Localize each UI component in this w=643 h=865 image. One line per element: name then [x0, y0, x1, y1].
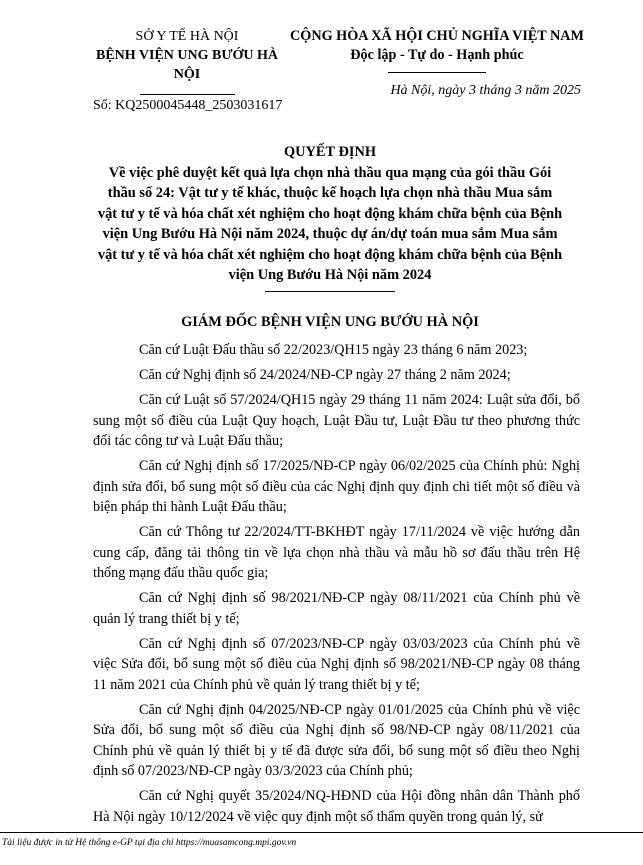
legal-basis-paragraph: Căn cứ Nghị định 04/2025/NĐ-CP ngày 01/01/2025 của Chính phủ về việc Sửa đổi, bổ sung một số điều của Nghị định số 98/NĐ-CP ngày 08/11/2021 của Chính phủ về quản lý thiết bị y tế đã được sửa đổi, bổ sung một số điều theo Nghị định số 07/2023/NĐ-CP ngày 03/3/2023 của Chính phủ; [93, 701, 580, 779]
issuing-agency-block [82, 27, 292, 95]
legal-basis-paragraph: Căn cứ Luật số 57/2024/QH15 ngày 29 tháng 11 năm 2024: Luật sửa đổi, bổ sung một số điều của Luật Quy hoạch, Luật Đầu tư, Luật Đầu tư theo phương thức đối tác công tư và Luật Đấu thầu; [93, 392, 580, 449]
legal-basis-paragraph: Căn cứ Nghị định số 24/2024/NĐ-CP ngày 27 tháng 2 năm 2024; [139, 367, 511, 383]
agency-underline [140, 94, 235, 95]
parent-agency: SỞ Y TẾ HÀ NỘI [135, 29, 239, 44]
decision-subject-line: viện Ung Bướu Hà Nội năm 2024 [228, 267, 432, 283]
decision-title-block [80, 142, 580, 292]
document-number: Số: KQ2500045448_2503031617 [93, 98, 283, 113]
legal-basis-paragraph: Căn cứ Nghị định số 07/2023/NĐ-CP ngày 03/03/2023 của Chính phủ về việc Sửa đổi, bổ sung một số điều của Nghị định số 98/2021/NĐ-CP ngày 08 tháng 11 năm 2021 của Chính phủ về quản lý trang thiết bị y tế; [93, 635, 580, 693]
footer-divider [0, 832, 643, 833]
hospital-name-line2: NỘI [173, 67, 201, 82]
hospital-name-line1: BỆNH VIỆN UNG BƯỚU HÀ [95, 48, 279, 63]
legal-basis-list [93, 340, 580, 832]
authority-heading: GIÁM ĐỐC BỆNH VIỆN UNG BƯỚU HÀ NỘI [181, 314, 479, 330]
decision-subject-line: vật tư y tế và hóa chất xét nghiệm cho hoạt động khám chữa bệnh của Bệnh [97, 246, 563, 263]
motto-underline [388, 72, 486, 73]
issue-date: Hà Nội, ngày 3 tháng 3 năm 2025 [390, 83, 581, 98]
print-source-footer: Tài liệu được in từ Hệ thống e-GP tại địa chỉ https://muasamcong.mpi.gov.vn [2, 838, 297, 848]
national-motto: Độc lập - Tự do - Hạnh phúc [350, 47, 524, 63]
legal-basis-paragraph: Căn cứ Thông tư 22/2024/TT-BKHĐT ngày 17/11/2024 về việc hướng dẫn cung cấp, đăng tải thông tin về lựa chọn nhà thầu và mẫu hồ sơ đấu thầu trên Hệ thống mạng đấu thầu quốc gia; [93, 524, 580, 581]
decision-subject-line: thầu số 24: Vật tư y tế khác, thuộc kế hoạch lựa chọn nhà thầu Mua sắm [107, 185, 553, 201]
decision-heading: QUYẾT ĐỊNH [283, 144, 377, 160]
decision-subject-line: Về việc phê duyệt kết quả lựa chọn nhà thầu qua mạng của gói thầu Gói [108, 164, 552, 181]
nation-name: CỘNG HÒA XÃ HỘI CHỦ NGHĨA VIỆT NAM [290, 28, 584, 44]
decision-subject-line: vật tư y tế và hóa chất xét nghiệm cho hoạt động khám chữa bệnh của Bệnh [97, 205, 563, 222]
legal-basis-paragraph: Căn cứ Nghị quyết 35/2024/NQ-HĐND của Hội đồng nhân dân Thành phố Hà Nội ngày 10/12/2024 về việc quy định một số thẩm quyền trong quản lý, sử [93, 788, 580, 825]
decision-subject-line: viện Ung Bướu Hà Nội năm 2024, thuộc dự án/dự toán mua sắm Mua sắm [102, 226, 558, 242]
national-header-block [282, 27, 592, 73]
legal-basis-paragraph: Căn cứ Nghị định số 17/2025/NĐ-CP ngày 06/02/2025 của Chính phủ: Nghị định sửa đổi, bổ sung một số điều của các Nghị định quy định chi tiết một số điều và biện pháp thi hành Luật Đấu thầu; [93, 458, 580, 515]
legal-basis-paragraph: Căn cứ Nghị định số 98/2021/NĐ-CP ngày 08/11/2021 của Chính phủ về quản lý trang thiết bị y tế; [93, 590, 580, 627]
title-underline [265, 291, 395, 292]
legal-basis-paragraph: Căn cứ Luật Đấu thầu số 22/2023/QH15 ngày 23 tháng 6 năm 2023; [139, 342, 528, 358]
